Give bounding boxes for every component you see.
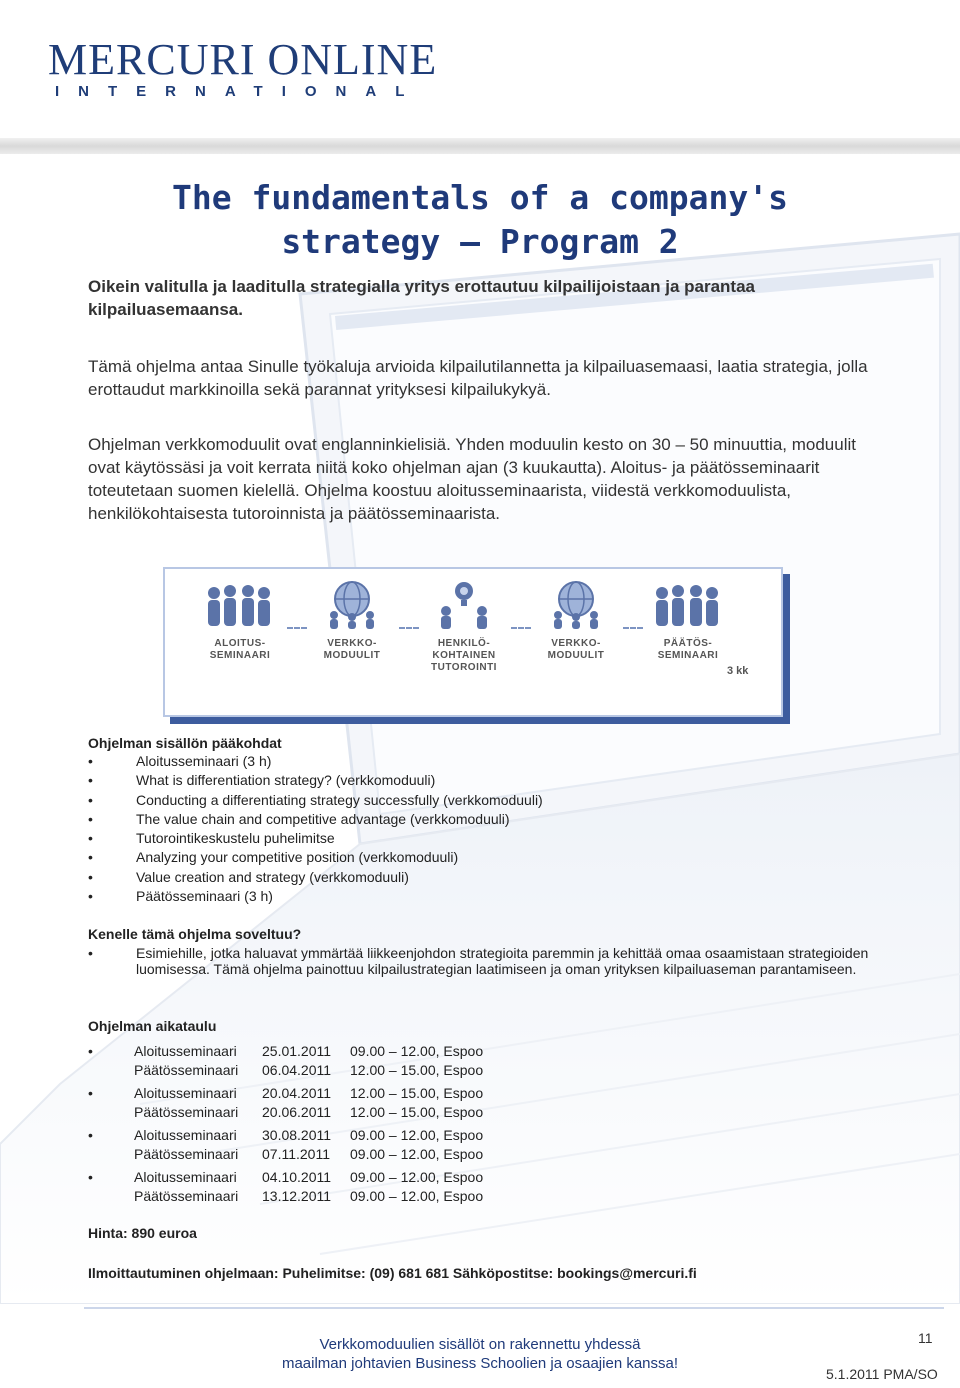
schedule-time: 09.00 – 12.00, Espoo xyxy=(350,1169,484,1185)
schedule-event: Aloitusseminaari xyxy=(134,1085,237,1101)
schedule-date: 06.04.2011 xyxy=(262,1062,332,1078)
schedule-date: 07.11.2011 xyxy=(262,1146,330,1162)
audience-text: • Esimiehille, jotka haluavat ymmärtää liikkeenjohdon strategioita paremmin ja kehittää omaa osaamistaan strategioiden luomisessa. Tämä ohjelma painottuu kilpailustrategian laatimiseen ja oman yrityksen kilpailuaseman parantamiseen. xyxy=(88,946,888,977)
list-item: • What is differentiation strategy? (verkkomoduuli) xyxy=(88,771,848,790)
logo-subtitle: INTERNATIONAL xyxy=(55,83,424,100)
schedule-time: 09.00 – 12.00, Espoo xyxy=(350,1188,484,1204)
schedule-time: 12.00 – 15.00, Espoo xyxy=(350,1085,484,1101)
contents-list xyxy=(88,752,848,906)
schedule-event: Päätösseminaari xyxy=(134,1188,239,1204)
intro-paragraph: Tämä ohjelma antaa Sinulle työkaluja arvioida kilpailutilannetta ja kilpailuasemaasi, laatia strategia, jolla erottaudut markkinoilla sekä parannat yrityksesi kilpailukykyä. xyxy=(88,357,868,399)
schedule-time: 09.00 – 12.00, Espoo xyxy=(350,1043,484,1059)
schedule-date: 20.06.2011 xyxy=(262,1104,332,1120)
program-flow-diagram xyxy=(163,567,783,717)
logo-wordmark: MERCURI ONLINE xyxy=(48,35,438,84)
bullet: • xyxy=(88,1127,93,1143)
schedule-event: Aloitusseminaari xyxy=(134,1043,237,1059)
bullet: • xyxy=(88,1085,93,1101)
schedule-time: 12.00 – 15.00, Espoo xyxy=(350,1104,484,1120)
diagram-step xyxy=(633,579,743,662)
list-item: • Value creation and strategy (verkkomoduuli) xyxy=(88,868,848,887)
price-label: Hinta: 890 euroa xyxy=(88,1225,197,1241)
diagram-step xyxy=(521,579,631,662)
contents-heading: Ohjelman sisällön pääkohdat xyxy=(88,735,282,751)
schedule-time: 12.00 – 15.00, Espoo xyxy=(350,1062,484,1078)
schedule-date: 13.12.2011 xyxy=(262,1188,332,1204)
list-item: • Tutorointikeskustelu puhelimitse xyxy=(88,829,848,848)
schedule-date: 04.10.2011 xyxy=(262,1169,332,1185)
schedule-time: 09.00 – 12.00, Espoo xyxy=(350,1146,484,1162)
schedule-time: 09.00 – 12.00, Espoo xyxy=(350,1127,484,1143)
page-title: The fundamentals of a company's strategy — Program 2 xyxy=(172,178,788,261)
footer-tagline: Verkkomoduulien sisällöt on rakennettu yhdessä maailman johtavien Business Schoolien ja osaajien kanssa! xyxy=(281,1336,679,1372)
schedule-date: 30.08.2011 xyxy=(262,1127,332,1143)
webcam-people-icon xyxy=(424,579,504,629)
audience-list xyxy=(88,946,888,977)
globe-people-icon xyxy=(312,579,392,629)
bullet: • xyxy=(88,1169,93,1185)
diagram-step xyxy=(185,579,295,662)
diagram-step xyxy=(297,579,407,662)
page-number: 11 xyxy=(918,1330,933,1346)
bullet: • xyxy=(88,1043,93,1059)
page-header xyxy=(0,0,960,145)
list-item: • Päätösseminaari (3 h) xyxy=(88,887,848,906)
diagram-step-label: VERKKO- MODUULIT xyxy=(323,638,381,661)
list-item: • Aloitusseminaari (3 h) xyxy=(88,752,848,771)
globe-people-icon xyxy=(536,579,616,629)
diagram-step-label: VERKKO- MODUULIT xyxy=(547,638,605,661)
schedule-date: 25.01.2011 xyxy=(262,1043,332,1059)
list-item: • Conducting a differentiating strategy successfully (verkkomoduuli) xyxy=(88,791,848,810)
diagram-step-label: ALOITUS- SEMINAARI xyxy=(209,638,271,661)
schedule-event: Aloitusseminaari xyxy=(134,1127,237,1143)
list-item: • The value chain and competitive advantage (verkkomoduuli) xyxy=(88,810,848,829)
people-group-icon xyxy=(648,579,728,629)
schedule-date: 20.04.2011 xyxy=(262,1085,332,1101)
list-item: • Analyzing your competitive position (verkkomoduuli) xyxy=(88,848,848,867)
schedule-heading: Ohjelman aikataulu xyxy=(88,1018,217,1034)
header-divider xyxy=(0,138,960,154)
diagram-step xyxy=(409,579,519,674)
people-group-icon xyxy=(200,579,280,629)
schedule-event: Aloitusseminaari xyxy=(134,1169,237,1185)
schedule-event: Päätösseminaari xyxy=(134,1146,239,1162)
schedule-event: Päätösseminaari xyxy=(134,1062,239,1078)
audience-heading: Kenelle tämä ohjelma soveltuu? xyxy=(88,926,302,942)
schedule-event: Päätösseminaari xyxy=(134,1104,239,1120)
intro-paragraph-details: Ohjelman verkkomoduulit ovat englanninkielisiä. Yhden moduulin kesto on 30 – 50 minuuttia, moduulit ovat käytössäsi ja voit kerrata niitä koko ohjelman ajan (3 kuukautta). Aloitus- ja päätösseminaarit toteutetaan suomen kielellä. Ohjelma koostuu aloitusseminaarista, viidestä verkkomoduulista, henkilökohtaisesta tutoroinnista ja päätösseminaarista. xyxy=(88,435,856,523)
program-duration-label: 3 kk xyxy=(727,665,749,677)
diagram-step-label: PÄÄTÖS- SEMINAARI xyxy=(657,638,719,661)
diagram-step-label: HENKILÖ- KOHTAINEN TUTOROINTI xyxy=(431,638,497,673)
signup-info: Ilmoittautuminen ohjelmaan: Puhelimitse: (09) 681 681 Sähköpostitse: bookings@mercuri.fi xyxy=(88,1265,697,1281)
footer-divider xyxy=(84,1307,944,1309)
footer-date: 5.1.2011 PMA/SO xyxy=(826,1366,938,1382)
intro-lead-paragraph: Oikein valitulla ja laaditulla strategialla yritys erottautuu kilpailijoistaan ja parantaa kilpailuasemaansa. xyxy=(88,277,756,319)
